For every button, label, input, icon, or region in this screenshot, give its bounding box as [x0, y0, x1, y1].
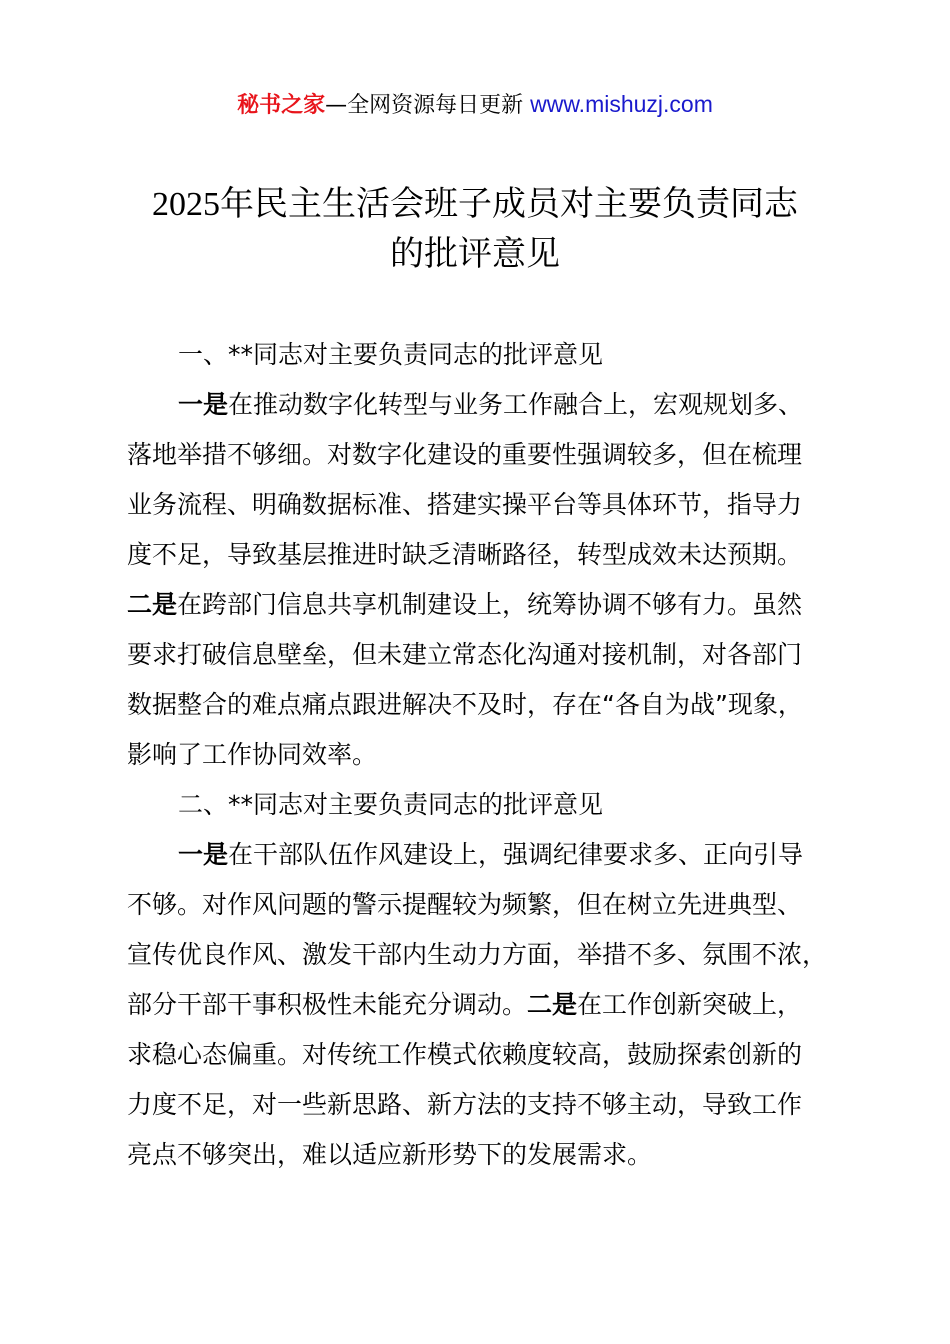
text-line: [127, 530, 857, 580]
text-segment: 宣传优良作风、激发干部内生动力方面，举措不多、氛围不浓，: [127, 940, 828, 969]
text-segment: 力度不足，对一些新思路、新方法的支持不够主动，导致工作: [127, 1090, 803, 1119]
text-segment: 部分干部干事积极性未能充分调动。: [127, 990, 528, 1019]
text-line: [127, 430, 857, 480]
bold-lead: 二是: [127, 590, 178, 619]
text-line: [127, 780, 857, 830]
text-segment: 求稳心态偏重。对传统工作模式依赖度较高，鼓励探索创新的: [127, 1040, 803, 1069]
text-segment: 在工作创新突破上，: [577, 990, 803, 1019]
text-line: [127, 880, 857, 930]
text-segment: 在推动数字化转型与业务工作融合上，宏观规划多、: [228, 390, 804, 419]
text-line: [127, 1130, 857, 1180]
text-line: [127, 630, 857, 680]
text-segment: 要求打破信息壁垒，但未建立常态化沟通对接机制，对各部门: [127, 640, 803, 669]
brand-name: 秘书之家: [237, 93, 326, 118]
site-url-link[interactable]: www.mishuzj.com: [530, 91, 713, 117]
text-line: [127, 1080, 857, 1130]
text-line: [127, 1030, 857, 1080]
text-line: [127, 930, 857, 980]
text-line: [127, 380, 857, 430]
text-line: [127, 580, 857, 630]
text-line: [127, 480, 857, 530]
text-segment: 二、**同志对主要负责同志的批评意见: [178, 790, 604, 819]
text-segment: 度不足，导致基层推进时缺乏清晰路径，转型成效未达预期。: [127, 540, 803, 569]
text-segment: 不够。对作风问题的警示提醒较为频繁，但在树立先进典型、: [127, 890, 803, 919]
text-segment: 数据整合的难点痛点跟进解决不及时，存在“各自为战”现象，: [127, 690, 803, 719]
text-segment: 在干部队伍作风建设上，强调纪律要求多、正向引导: [228, 840, 804, 869]
title-line-1: 2025年民主生活会班子成员对主要负责同志: [152, 186, 798, 223]
text-segment: 亮点不够突出，难以适应新形势下的发展需求。: [127, 1140, 653, 1169]
banner-slogan: —全网资源每日更新: [325, 93, 531, 118]
text-line: [127, 830, 857, 880]
text-line: [127, 730, 857, 780]
bold-lead: 二是: [527, 990, 578, 1019]
text-segment: 落地举措不够细。对数字化建设的重要性强调较多，但在梳理: [127, 440, 803, 469]
document-body: [127, 330, 857, 1180]
text-segment: 业务流程、明确数据标准、搭建实操平台等具体环节，指导力: [127, 490, 803, 519]
text-segment: 在跨部门信息共享机制建设上，统筹协调不够有力。虽然: [177, 590, 803, 619]
text-line: [127, 980, 857, 1030]
text-segment: 影响了工作协同效率。: [127, 740, 378, 769]
text-line: [127, 330, 857, 380]
text-line: [127, 680, 857, 730]
site-banner: [0, 88, 950, 122]
bold-lead: 一是: [178, 390, 229, 419]
document-title: [0, 180, 950, 280]
title-line-2: 的批评意见: [390, 236, 560, 273]
bold-lead: 一是: [178, 840, 229, 869]
text-segment: 一、**同志对主要负责同志的批评意见: [178, 340, 604, 369]
